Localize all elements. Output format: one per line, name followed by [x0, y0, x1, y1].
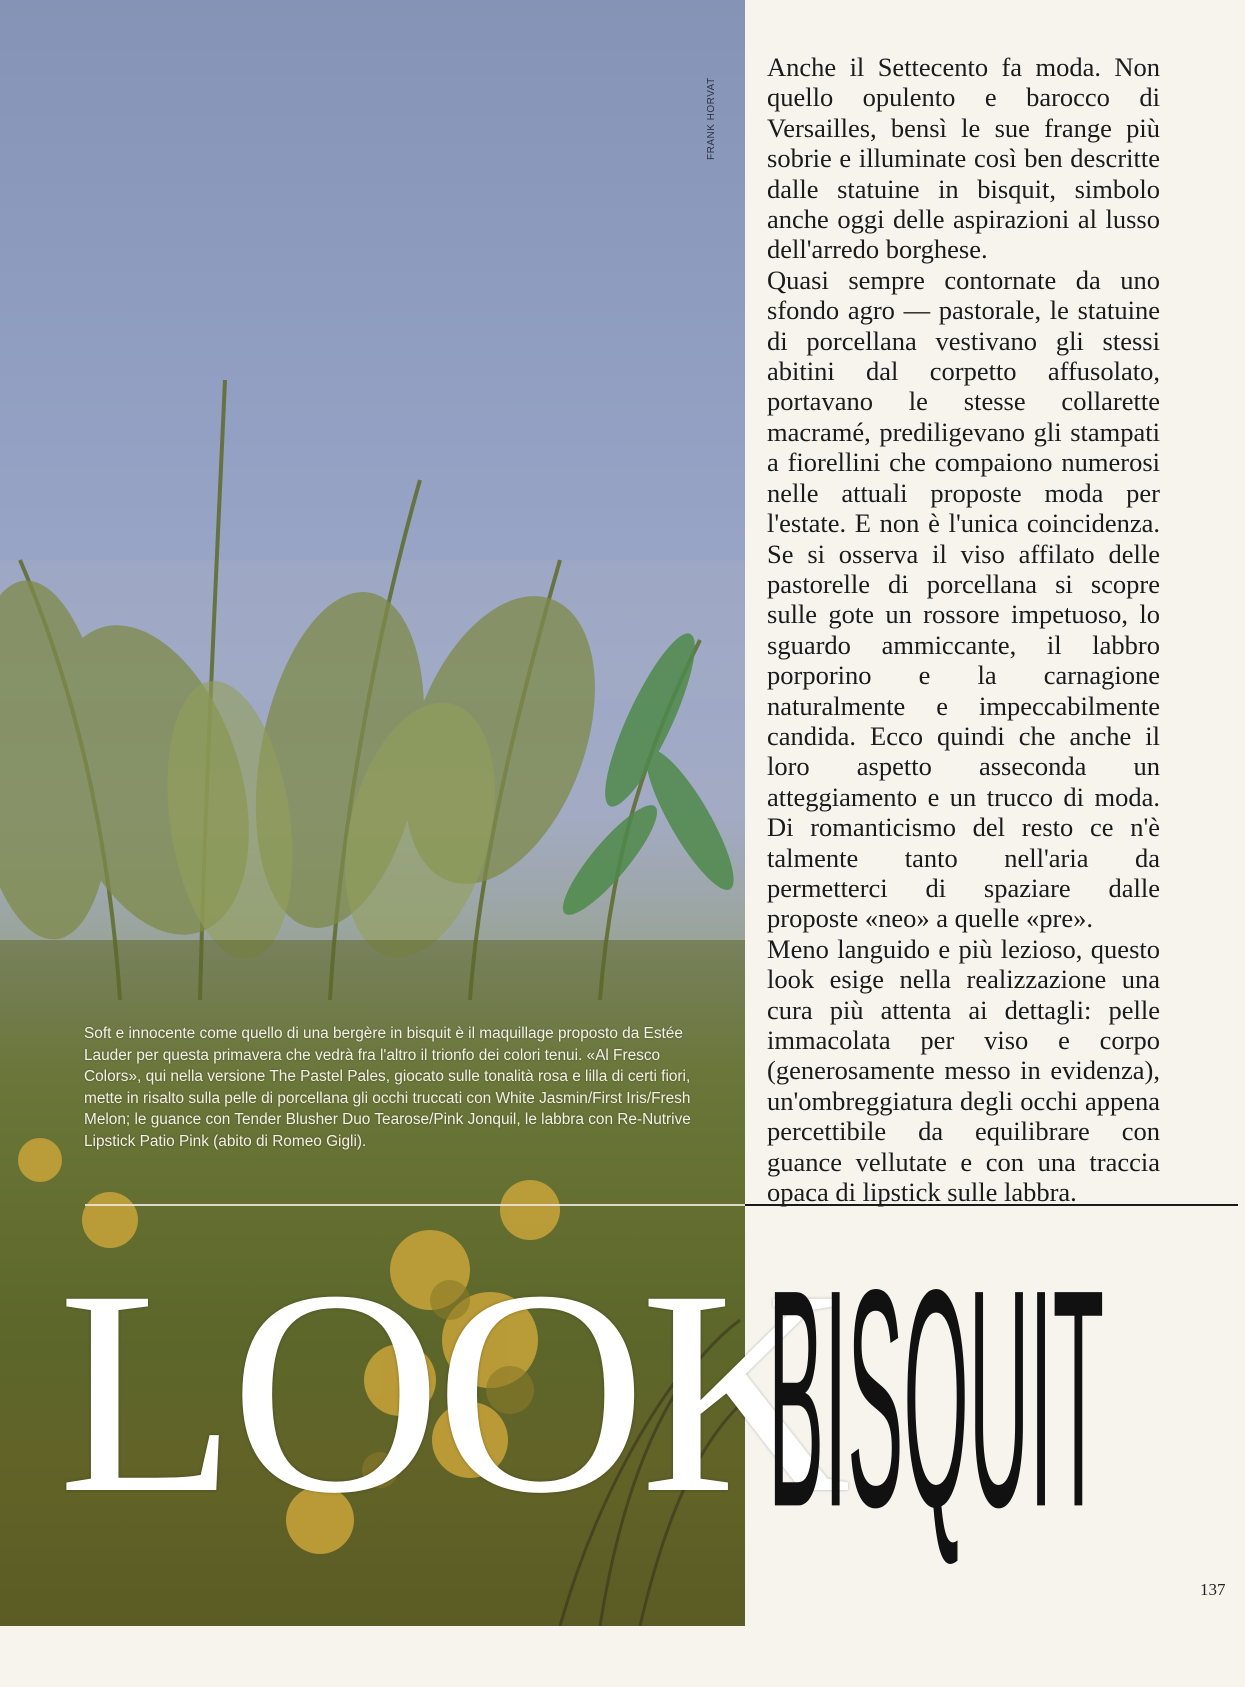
article-paragraph: Meno languido e più lezioso, questo look esige nella realizzazione una cura più attenta ai dettagli: pelle immacolata per viso e corpo (generosamente messo in evidenza), un'ombreggiatura degli occhi appena percettibile da equilibrare con guance vellutate e con una traccia opaca di lipstick sulle labbra.: [767, 933, 1160, 1208]
divider-left: [85, 1204, 745, 1206]
photo-caption: Soft e innocente come quello di una bergère in bisquit è il maquillage proposto da Estée Lauder per questa primavera che vedrà fra l'altro il trionfo dei colori tenui. «Al Fresco Colors», qui nella versione The Pastel Pales, giocato sulle tonalità rosa e lilla di certi fiori, mette in risalto sulla pelle di porcellana gli occhi truccati con White Jasmin/First Iris/Fresh Melon; le guance con Tender Blusher Duo Tearose/Pink Jonquil, le labbra con Re-Nutrive Lipstick Patio Pink (abito di Romeo Gigli).: [84, 1025, 691, 1150]
photo-credit: FRANK HORVAT: [706, 77, 717, 160]
headline-bisquit: [768, 1215, 1188, 1585]
page-number: 137: [1200, 1580, 1226, 1599]
article-paragraph: Quasi sempre contornate da uno sfondo agro — pastorale, le statuine di porcellana vestivano gli stessi abitini dal corpetto affusolato, portavano le stesse collarette macramé, prediligevano gli stampati a fiorellini che compaiono numerosi nelle attuali proposte moda per l'estate. E non è l'unica coincidenza. Se si osserva il viso affilato delle pastorelle di porcellana si scopre sulle gote un rossore impetuoso, lo sguardo ammiccante, il labbro porporino e la carnagione naturalmente e impeccabilmente candida. Ecco quindi che anche il loro aspetto asseconda un atteggiamento e un trucco di moda. Di romanticismo del resto ce n'è talmente tanto nell'aria da permetterci di spaziare dalle proposte «neo» a quelle «pre».: [767, 264, 1160, 934]
headline-bisquit-text: BISQUIT: [768, 1226, 1105, 1573]
headline-look: LOOK: [58, 1231, 845, 1554]
article-body: [767, 52, 1160, 1207]
article-paragraph: Anche il Settecento fa moda. Non quello opulento e barocco di Versailles, bensì le sue frange più sobrie e illuminate così ben descritte dalle statuine in bisquit, simbolo anche oggi delle aspirazioni al lusso dell'arredo borghese.: [767, 52, 1160, 265]
